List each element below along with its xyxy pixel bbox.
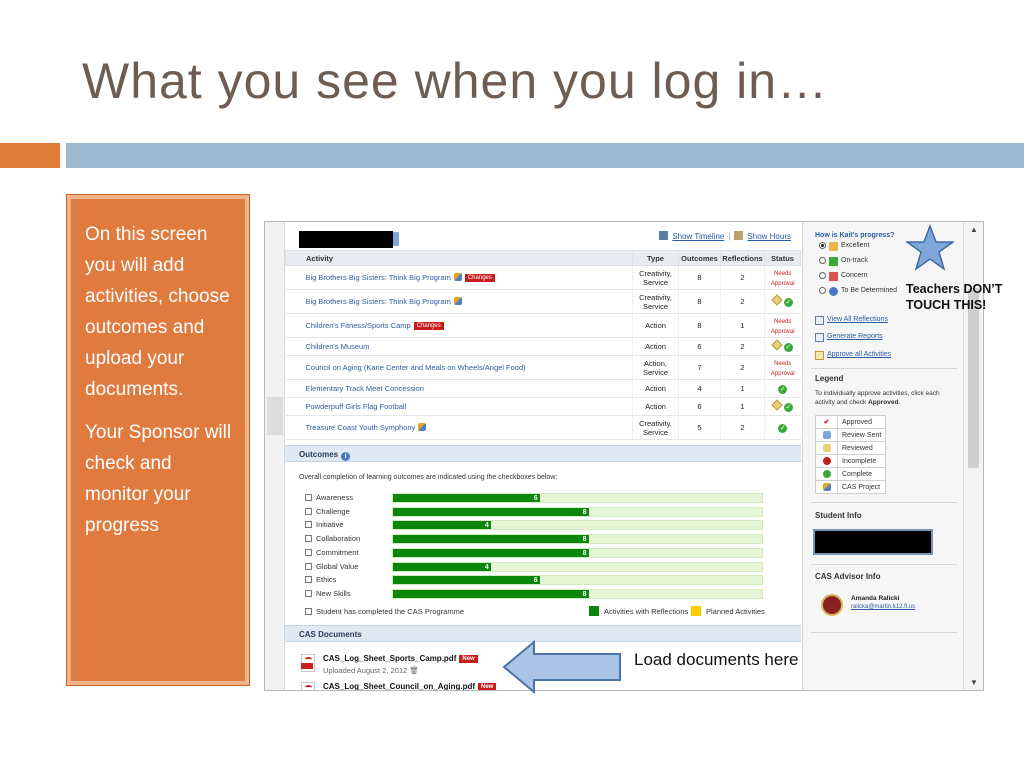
progress-option-label: On-track (841, 257, 868, 264)
progress-title: How is Kait's progress? (815, 232, 895, 239)
complete-icon (823, 470, 831, 478)
accent-band-blue (66, 143, 1024, 168)
reviewed-icon (771, 399, 782, 410)
advisor-avatar (821, 594, 843, 616)
divider (811, 564, 957, 565)
student-badge-icon (393, 232, 399, 246)
table-row[interactable] (286, 266, 801, 290)
table-row[interactable] (286, 290, 801, 314)
review-sent-icon (823, 431, 831, 439)
legend-label: Complete (838, 468, 886, 481)
pdf-icon (301, 654, 315, 672)
progress-option-label: Excellent (841, 242, 870, 249)
outcome-bar-track (392, 562, 763, 572)
activity-outcomes: 5 (679, 416, 721, 440)
outcome-row (305, 574, 765, 586)
refresh-icon (829, 287, 838, 296)
teachers-note: Teachers DON’T TOUCH THIS! (906, 282, 1003, 312)
reviewed-icon (771, 339, 782, 350)
legend-row (816, 481, 886, 494)
progress-radio-tbd[interactable] (819, 287, 826, 294)
cas-project-icon (823, 483, 831, 491)
activity-type: Creativity, Service (633, 290, 679, 314)
outcome-bar-fill (393, 590, 589, 598)
legend-label: Approved (838, 416, 886, 429)
status-text: Needs Approval (770, 360, 795, 377)
redacted-student-name (299, 231, 393, 248)
top-links: Show Timeline | Show Hours (659, 231, 791, 241)
pdf-icon (301, 682, 315, 691)
outcome-bar-fill (393, 576, 540, 584)
activity-type: Creativity, Service (633, 416, 679, 440)
activity-type: Action (633, 338, 679, 356)
progress-option-label: To Be Determined (841, 287, 898, 294)
cas-complete-label: Student has completed the CAS Programme (316, 607, 464, 616)
legend-label: CAS Project (838, 481, 886, 494)
activity-reflections: 1 (721, 314, 765, 338)
app-screenshot (264, 221, 984, 691)
outcome-label: Ethics (316, 575, 337, 585)
outcome-value: 4 (484, 522, 489, 530)
activity-outcomes: 8 (679, 266, 721, 290)
legend-label: Incomplete (838, 455, 886, 468)
changes-badge: Changes (414, 322, 444, 330)
activity-type: Action (633, 398, 679, 416)
complete-icon: ✓ (779, 386, 786, 393)
outcome-label: Challenge (316, 506, 350, 516)
legend-label: Review Sent (838, 429, 886, 442)
advisor-name: Amanda Ralicki (851, 595, 900, 602)
outcome-row (305, 547, 765, 559)
outcome-row (305, 588, 765, 600)
outcome-bar-fill (393, 563, 491, 571)
legend-table (815, 415, 886, 494)
activity-reflections: 2 (721, 290, 765, 314)
col-activity[interactable]: Activity (286, 251, 633, 266)
scroll-thumb[interactable] (968, 288, 979, 468)
table-row[interactable] (286, 380, 801, 398)
load-documents-note: Load documents here (634, 650, 799, 669)
activity-outcomes: 8 (679, 290, 721, 314)
advisor-title: CAS Advisor Info (815, 572, 881, 581)
approve-all-link[interactable]: Approve all Activities (827, 351, 892, 358)
info-icon[interactable]: i (341, 452, 350, 461)
outcome-row (305, 533, 765, 545)
instruction-text-1: On this screen you will add activities, choose outcomes and upload your documents. (85, 224, 230, 400)
outcome-checkbox[interactable] (305, 494, 312, 501)
complete-icon: ✓ (785, 299, 792, 306)
outcome-bar-fill (393, 521, 491, 529)
outcome-bar-track (392, 575, 763, 585)
main-panel (285, 222, 801, 690)
activity-reflections: 1 (721, 380, 765, 398)
left-strip-tab[interactable] (267, 397, 283, 435)
activity-reflections: 2 (721, 356, 765, 380)
arrow-left-icon (502, 640, 622, 694)
activity-link[interactable]: Children's Fitness/Sports Camp (305, 321, 411, 330)
outcome-bar-track (392, 534, 763, 544)
outcome-label: Collaboration (316, 534, 361, 544)
table-row[interactable] (286, 338, 801, 356)
legend-row (816, 468, 886, 481)
table-row[interactable] (286, 314, 801, 338)
legend-reflections-label: Activities with Reflections (604, 607, 689, 616)
outcomes-footer (305, 606, 775, 618)
outcome-bar-fill (393, 494, 540, 502)
progress-radio-excellent[interactable] (819, 242, 826, 249)
outcome-bar-fill (393, 535, 589, 543)
outcome-checkbox[interactable] (305, 590, 312, 597)
generate-reports-link[interactable]: Generate Reports (827, 333, 883, 340)
reports-icon (815, 333, 824, 342)
activity-outcomes: 8 (679, 314, 721, 338)
progress-option-label: Concern (841, 272, 868, 279)
complete-icon: ✓ (785, 404, 792, 411)
col-status[interactable]: Status (765, 251, 801, 266)
legend-note: To individually approve activities, click each activity and check Approved. (815, 390, 940, 406)
reviewed-icon (771, 294, 782, 305)
outcomes-title: Outcomes (299, 450, 339, 459)
legend-swatch-planned (691, 606, 701, 616)
activities-table (285, 250, 801, 440)
col-outcomes[interactable]: Outcomes (679, 251, 721, 266)
new-badge: New (459, 655, 477, 663)
activity-type: Action (633, 380, 679, 398)
table-row[interactable] (286, 416, 801, 440)
outcome-row (305, 561, 765, 573)
activity-outcomes: 7 (679, 356, 721, 380)
activity-reflections: 2 (721, 338, 765, 356)
outcome-checkbox[interactable] (305, 576, 312, 583)
redacted-student-info (813, 529, 933, 555)
outcome-value: 8 (582, 508, 587, 516)
approve-icon (815, 351, 824, 360)
divider (811, 502, 957, 503)
table-row[interactable] (286, 356, 801, 380)
view-all-reflections-link[interactable]: View All Reflections (827, 316, 888, 323)
hourglass-icon (734, 231, 743, 240)
outcomes-note: Overall completion of learning outcomes are indicated using the checkboxes below: (299, 474, 558, 481)
incomplete-icon (823, 457, 831, 465)
col-reflections[interactable]: Reflections (721, 251, 765, 266)
activity-outcomes: 4 (679, 380, 721, 398)
advisor-email-link[interactable]: ralicka@martin.k12.fl.us (851, 604, 916, 610)
outcome-value: 8 (582, 536, 587, 544)
legend-row (816, 455, 886, 468)
outcome-checkbox[interactable] (305, 563, 312, 570)
outcome-label: Initiative (316, 520, 344, 530)
outcome-value: 8 (582, 549, 587, 557)
outcome-checkbox[interactable] (305, 521, 312, 528)
document-name[interactable]: CAS_Log_Sheet_Sports_Camp.pdf (323, 654, 457, 663)
outcome-row (305, 506, 765, 518)
legend-swatch-reflections (589, 606, 599, 616)
progress-radio-concern[interactable] (819, 272, 826, 279)
outcome-checkbox[interactable] (305, 508, 312, 515)
cas-complete-checkbox[interactable] (305, 608, 312, 615)
reflections-icon (815, 316, 824, 325)
status-text: Needs Approval (770, 318, 795, 335)
outcome-row (305, 492, 765, 504)
changes-badge: Changes (465, 274, 495, 282)
scroll-down-arrow[interactable]: ▼ (970, 678, 978, 687)
legend-planned-label: Planned Activities (706, 607, 765, 616)
activity-type: Action (633, 314, 679, 338)
activity-link[interactable]: Big Brothers Big Sisters: Think Big Program (305, 297, 451, 306)
outcome-value: 8 (582, 590, 587, 598)
outcome-value: 6 (533, 577, 538, 585)
outcome-bar-track (392, 589, 763, 599)
outcome-bar-track (392, 548, 763, 558)
outcome-label: New Skills (316, 588, 351, 598)
activity-outcomes: 6 (679, 338, 721, 356)
timeline-icon (659, 231, 668, 240)
activity-reflections: 2 (721, 266, 765, 290)
activity-link[interactable]: Children's Museum (305, 342, 370, 351)
outcome-bar-track (392, 520, 763, 530)
activity-reflections: 2 (721, 416, 765, 440)
concern-flag-icon (829, 272, 838, 281)
outcome-checkbox[interactable] (305, 535, 312, 542)
new-badge: New (478, 683, 496, 691)
table-row[interactable] (286, 398, 801, 416)
medal-icon (829, 242, 838, 251)
outcome-bar-track (392, 507, 763, 517)
legend-label: Reviewed (838, 442, 886, 455)
outcomes-header (285, 445, 801, 462)
approved-icon: ✔ (823, 419, 830, 426)
activity-link[interactable]: Elementary Track Meet Concession (305, 384, 424, 393)
outcome-row (305, 519, 765, 531)
instruction-text-2: Your Sponsor will check and monitor your progress (85, 422, 232, 536)
activity-link[interactable]: Council on Aging (Kane Center and Meals on Wheels/Angel Food) (305, 363, 526, 372)
slide-title: What you see when you log in… (82, 53, 829, 109)
outcome-bar-fill (393, 549, 589, 557)
accent-band-orange (0, 143, 60, 168)
legend-row (816, 429, 886, 442)
legend-title: Legend (815, 374, 844, 383)
instruction-box (66, 194, 250, 686)
reviewed-icon (823, 444, 831, 452)
activity-type: Creativity, Service (633, 266, 679, 290)
people-icon (454, 273, 462, 281)
complete-icon: ✓ (785, 344, 792, 351)
show-timeline-link[interactable]: Show Timeline (672, 232, 725, 241)
documents-title: CAS Documents (299, 630, 362, 639)
show-hours-link[interactable]: Show Hours (747, 232, 791, 241)
flag-icon (829, 257, 838, 266)
complete-icon: ✓ (779, 425, 786, 432)
outcome-checkbox[interactable] (305, 549, 312, 556)
legend-row (816, 442, 886, 455)
activity-link[interactable]: Powderpuff Girls Flag Football (305, 402, 407, 411)
col-type[interactable]: Type (633, 251, 679, 266)
outcome-bar-track (392, 493, 763, 503)
outcome-label: Global Value (316, 561, 359, 571)
outcome-bar-fill (393, 508, 589, 516)
people-icon (454, 297, 462, 305)
outcome-label: Awareness (316, 493, 353, 502)
outcome-value: 4 (484, 563, 489, 571)
outcome-value: 6 (533, 495, 538, 502)
activity-type: Action, Service (633, 356, 679, 380)
document-date: Uploaded August 2, 2012 🗑 (323, 666, 419, 675)
document-name[interactable]: CAS_Log_Sheet_Council_on_Aging.pdf (323, 682, 476, 691)
status-text: Needs Approval (770, 270, 795, 287)
scroll-up-arrow[interactable]: ▲ (970, 225, 978, 234)
outcome-label: Commitment (316, 547, 359, 557)
activity-link[interactable]: Big Brothers Big Sisters: Think Big Program (305, 273, 451, 282)
student-info-title: Student Info (815, 511, 862, 520)
progress-radio-on-track[interactable] (819, 257, 826, 264)
divider (811, 368, 957, 369)
people-icon (418, 423, 426, 431)
activity-link[interactable]: Treasure Coast Youth Symphony (305, 423, 416, 432)
star-icon (906, 224, 954, 272)
divider (811, 632, 957, 633)
legend-row (816, 416, 886, 429)
left-strip (265, 222, 285, 690)
activity-reflections: 1 (721, 398, 765, 416)
activity-outcomes: 6 (679, 398, 721, 416)
